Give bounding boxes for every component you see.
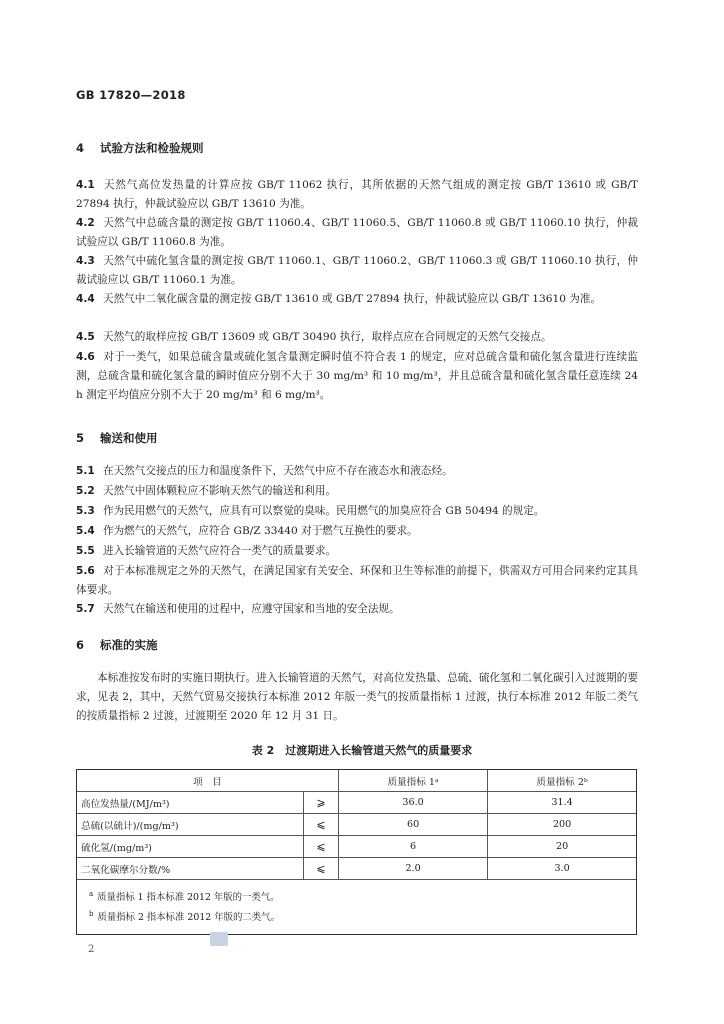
clause-text: 天然气高位发热量的计算应按 GB/T 11062 执行，其所依据的天然气组成的测定按 GB/T 13610 或 GB/T 27894 执行，仲裁试验应以 GB/T 13610 为准。 <box>76 179 638 210</box>
clause-number: 4.4 <box>76 293 95 305</box>
clause-4-2 <box>76 214 638 252</box>
clause-number: 5.2 <box>76 485 95 497</box>
table-2-caption: 表 2 过渡期进入长输管道天然气的质量要求 <box>251 744 473 757</box>
clause-4-6 <box>76 348 638 405</box>
row-value-2: 200 <box>488 814 636 836</box>
clause-text: 对于本标准规定之外的天然气，在满足国家有关安全、环保和卫生等标准的前提下，供需双方可用合同来约定其具体要求。 <box>76 565 638 596</box>
clause-text: 天然气在输送和使用的过程中，应遵守国家和当地的安全法规。 <box>103 603 400 615</box>
clause-4-1 <box>76 176 638 214</box>
clause-number: 5.6 <box>76 565 95 577</box>
row-item: 总硫(以硫计)/(mg/m³) <box>77 814 304 836</box>
section-title: 试验方法和检验规则 <box>100 141 204 155</box>
section-number: 4 <box>76 141 85 155</box>
section-6-heading <box>76 637 158 653</box>
row-item: 二氧化碳摩尔分数/% <box>77 858 304 880</box>
clause-number: 4.3 <box>76 255 95 267</box>
clause-number: 4.5 <box>76 331 95 343</box>
clause-4-3 <box>76 252 638 290</box>
note-text: 质量指标 1 指本标准 2012 年版的一类气。 <box>97 892 280 904</box>
row-operator: ⩽ <box>304 836 339 858</box>
clause-number: 5.5 <box>76 545 95 557</box>
clause-5-3 <box>76 502 638 521</box>
clause-5-7 <box>76 600 638 619</box>
quality-requirements-table <box>76 769 637 935</box>
clause-number: 5.4 <box>76 525 95 537</box>
page-number: 2 <box>88 944 95 955</box>
table-note-a <box>89 886 636 906</box>
table-notes <box>77 880 636 934</box>
clause-text: 天然气中总硫含量的测定按 GB/T 11060.4、GB/T 11060.5、GB/T 11060.8 或 GB/T 11060.10 执行，仲裁试验应以 GB/T 11060.8 为准。 <box>76 217 638 248</box>
row-value-2: 3.0 <box>488 858 636 880</box>
clause-5-5 <box>76 542 638 561</box>
clause-text: 天然气中固体颗粒应不影响天然气的输送和利用。 <box>103 485 337 497</box>
row-value-2: 20 <box>488 836 636 858</box>
section-title: 输送和使用 <box>100 431 158 445</box>
row-operator: ⩾ <box>304 792 339 814</box>
note-mark: a <box>89 890 94 898</box>
clause-number: 5.1 <box>76 465 95 477</box>
section-title: 标准的实施 <box>100 638 158 652</box>
clause-number: 4.1 <box>76 179 95 191</box>
table-row <box>77 792 636 814</box>
clause-text: 进入长输管道的天然气应符合一类气的质量要求。 <box>103 545 337 557</box>
clause-text: 在天然气交接点的压力和温度条件下，天然气中应不存在液态水和液态烃。 <box>103 465 453 477</box>
clause-text: 天然气中硫化氢含量的测定按 GB/T 11060.1、GB/T 11060.2、GB/T 11060.3 或 GB/T 11060.10 执行，仲裁试验应以 GB/T 11060.1 为准。 <box>76 255 638 286</box>
table-row <box>77 814 636 836</box>
column-header-index-1: 质量指标 1ᵃ <box>339 770 488 792</box>
clause-number: 5.7 <box>76 603 95 615</box>
row-operator: ⩽ <box>304 858 339 880</box>
row-value-1: 6 <box>339 836 488 858</box>
table-note-b <box>89 906 636 926</box>
clause-5-4 <box>76 522 638 541</box>
row-value-1: 36.0 <box>339 792 488 814</box>
section-5-heading <box>76 430 158 446</box>
clause-number: 4.2 <box>76 217 95 229</box>
watermark-logo-icon <box>210 932 228 946</box>
row-item: 高位发热量/(MJ/m³) <box>77 792 304 814</box>
standard-code: GB 17820—2018 <box>76 88 186 102</box>
table-row <box>77 836 636 858</box>
section-6-body: 本标准按发布时的实施日期执行。进入长输管道的天然气，对高位发热量、总硫、硫化氢和二氧化碳引入过渡期的要求，见表 2，其中，天然气贸易交接执行本标准 2012 年版一类气的按质量指标 1 过渡，执行本标准 2012 年版二类气的按质量指标 2 过渡，过渡期至 2020 年 12 月 31 日。 <box>76 672 638 722</box>
table-row <box>77 858 636 880</box>
note-mark: b <box>89 910 94 919</box>
row-value-1: 60 <box>339 814 488 836</box>
note-text: 质量指标 2 指本标准 2012 年版的二类气。 <box>97 912 280 924</box>
row-value-2: 31.4 <box>488 792 636 814</box>
row-operator: ⩽ <box>304 814 339 836</box>
table-header-row <box>77 770 636 792</box>
clause-5-1 <box>76 462 638 481</box>
column-header-index-2: 质量指标 2ᵇ <box>488 770 636 792</box>
section-number: 5 <box>76 431 85 445</box>
column-header-item: 项 目 <box>77 770 339 792</box>
clause-number: 4.6 <box>76 351 95 363</box>
clause-text: 作为民用燃气的天然气，应具有可以察觉的臭味。民用燃气的加臭应符合 GB 50494 的规定。 <box>103 505 545 517</box>
clause-4-4 <box>76 290 638 309</box>
section-number: 6 <box>76 638 85 652</box>
clause-5-2 <box>76 482 638 501</box>
section-4-heading <box>76 140 204 156</box>
clause-text: 天然气中二氧化碳含量的测定按 GB/T 13610 或 GB/T 27894 执行，仲裁试验应以 GB/T 13610 为准。 <box>103 293 602 305</box>
clause-text: 对于一类气，如果总硫含量或硫化氢含量测定瞬时值不符合表 1 的规定，应对总硫含量和硫化氢含量进行连续监测，总硫含量和硫化氢含量的瞬时值应分别不大于 30 mg/m³ 和 10 mg/m³，并且总硫含量和硫化氢含量任意连续 24 h 测定平均值应分别不大于 20 mg/m³ 和 6 mg/m³。 <box>76 351 638 401</box>
clause-text: 作为燃气的天然气，应符合 GB/Z 33440 对于燃气互换性的要求。 <box>103 525 418 537</box>
clause-5-6 <box>76 562 638 600</box>
clause-4-5 <box>76 328 638 347</box>
clause-text: 天然气的取样应按 GB/T 13609 或 GB/T 30490 执行，取样点应在合同规定的天然气交接点。 <box>103 331 552 343</box>
clause-number: 5.3 <box>76 505 95 517</box>
row-value-1: 2.0 <box>339 858 488 880</box>
row-item: 硫化氢/(mg/m³) <box>77 836 304 858</box>
